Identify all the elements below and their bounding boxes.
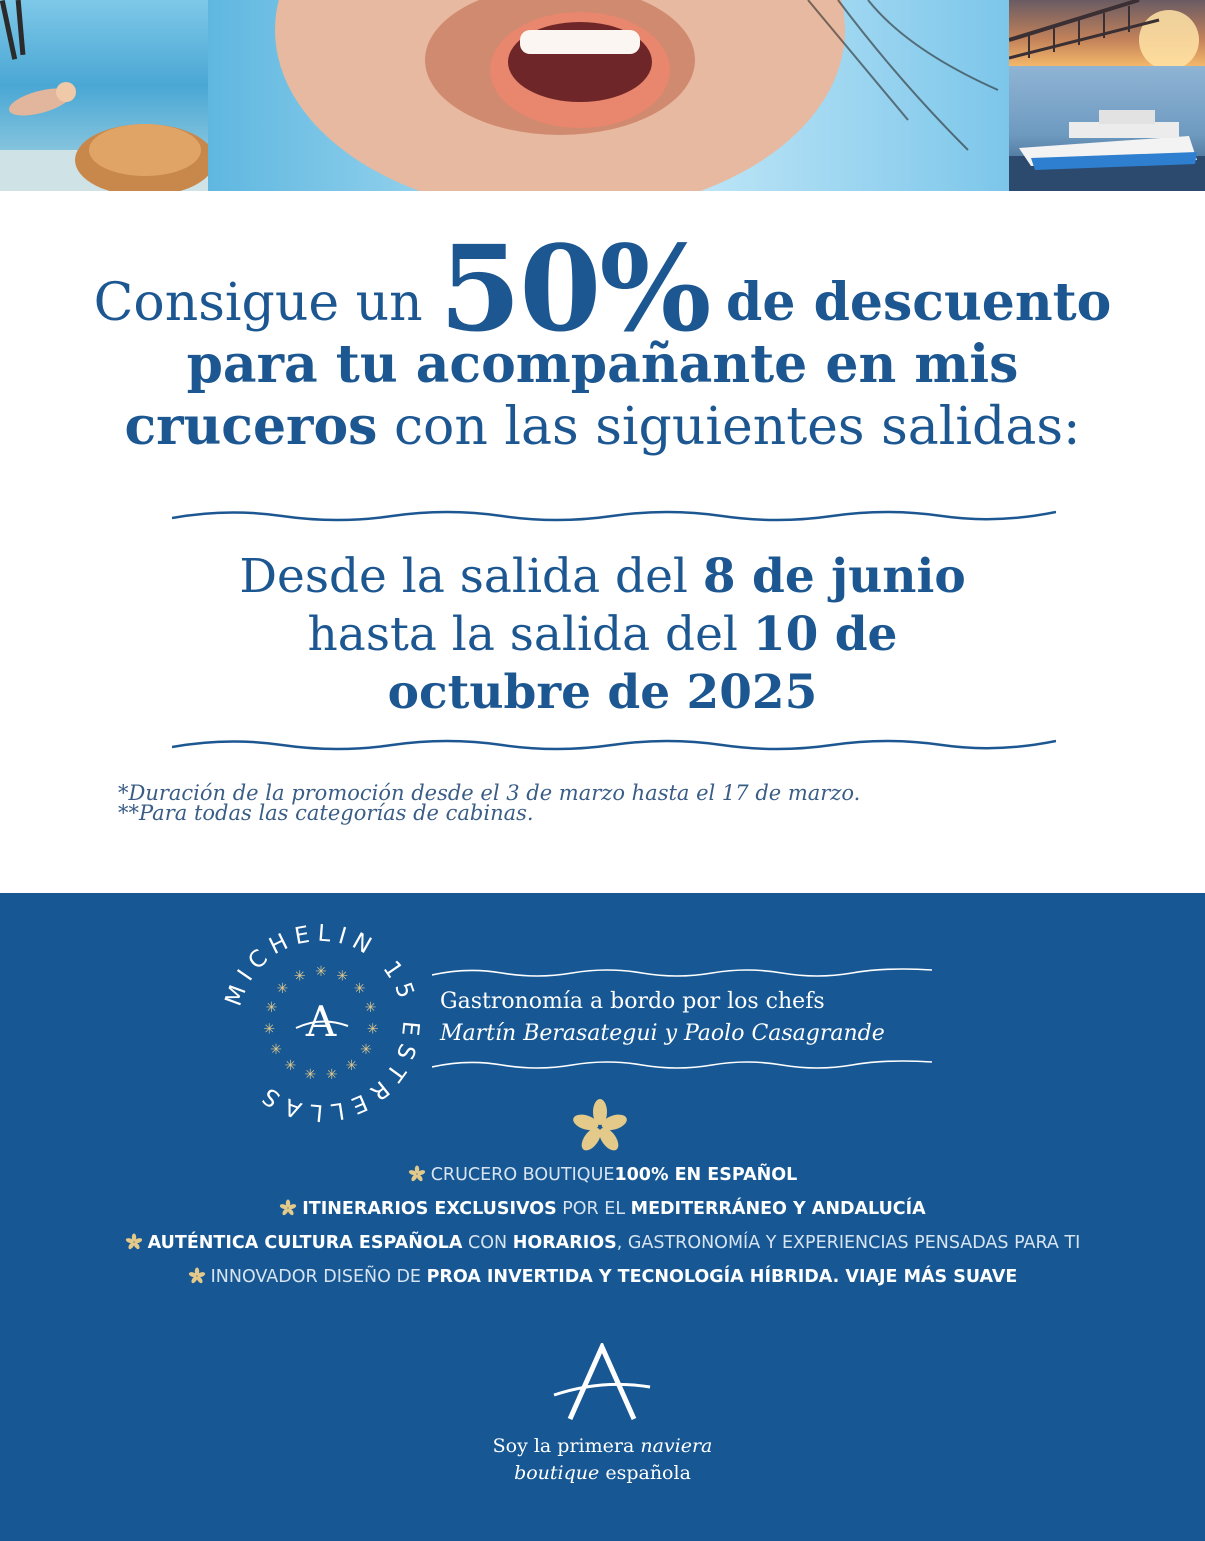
gastronomy-box [432, 965, 932, 1069]
headline-line-3-bold: cruceros [124, 396, 378, 457]
seal-star: ✳ [345, 1058, 358, 1075]
seal-star: ✳ [276, 981, 289, 998]
asterisk-bullet-icon [188, 1267, 206, 1285]
tagline-l1-b: naviera [640, 1435, 713, 1457]
headline-line-2: para tu acompañante en mis [186, 334, 1019, 395]
seal-star: ✳ [360, 1042, 372, 1058]
tagline-l1-a: Soy la primera [492, 1435, 635, 1457]
seal-star: ✳ [304, 1066, 317, 1083]
svg-text:MICHELIN 15 ESTRELLAS: MICHELIN 15 ESTRELLAS [220, 920, 424, 1126]
photo-diver-coral [0, 0, 208, 191]
seal-star: ✳ [325, 1066, 338, 1083]
feature-1-a: CRUCERO BOUTIQUE [430, 1165, 615, 1185]
dates-line-1 [100, 548, 1105, 606]
feature-item [60, 1158, 1145, 1192]
asterisk-flower-icon [567, 1098, 633, 1156]
seal-star: ✳ [263, 1021, 276, 1038]
seal-star: ✳ [315, 964, 327, 980]
wave-divider-top [172, 506, 1056, 524]
seal-star: ✳ [270, 1042, 282, 1058]
feature-1-b: 100% EN ESPAÑOL [614, 1165, 798, 1185]
tagline-l2-a: boutique [514, 1462, 600, 1484]
brand-a-logo [552, 1343, 652, 1425]
dates-line-1-light: Desde la salida del [239, 549, 688, 604]
photo-cruise-ship [1009, 66, 1205, 191]
feature-list [60, 1158, 1145, 1294]
headline-line-3 [40, 396, 1165, 458]
seal-star: ✳ [265, 999, 278, 1016]
seal-star: ✳ [364, 999, 377, 1016]
dates-line-1-bold: 8 de junio [702, 549, 966, 604]
gastronomy-line-1: Gastronomía a bordo por los chefs [440, 989, 825, 1014]
footnote-duration: *Duración de la promoción desde el 3 de marzo hasta el 17 de marzo. [118, 781, 861, 805]
feature-4-a: INNOVADOR DISEÑO DE [210, 1267, 427, 1287]
feature-item [60, 1260, 1145, 1294]
seal-star: ✳ [353, 981, 366, 998]
photo-smiling-mouth [208, 0, 1009, 191]
svg-text:A: A [305, 997, 337, 1046]
feature-item [60, 1192, 1145, 1226]
seal-star: ✳ [336, 968, 349, 985]
tagline-l2-b: española [605, 1462, 691, 1484]
promo-headline [40, 219, 1165, 458]
feature-2-b: POR EL [556, 1199, 631, 1219]
asterisk-bullet-icon [279, 1199, 297, 1217]
asterisk-bullet-icon [408, 1165, 426, 1183]
feature-2-c: MEDITERRÁNEO Y ANDALUCÍA [630, 1199, 926, 1219]
dates-line-3-bold: octubre de 2025 [387, 665, 818, 720]
michelin-seal [216, 918, 426, 1128]
brand-tagline [350, 1433, 855, 1487]
feature-3-d: , GASTRONOMÍA Y EXPERIENCIAS PENSADAS PARA TI [616, 1233, 1081, 1253]
discount-percent: 50% [439, 219, 710, 358]
asterisk-bullet-icon [125, 1233, 143, 1251]
gastronomy-chefs: Martín Berasategui y Paolo Casagrande [440, 1021, 885, 1046]
dates-line-2-light: hasta la salida del [307, 607, 738, 662]
tagline-line-2 [350, 1460, 855, 1487]
feature-3-b: CON [462, 1233, 513, 1253]
feature-2-a: ITINERARIOS EXCLUSIVOS [302, 1199, 557, 1219]
gastronomy-wave-top [432, 965, 932, 979]
hero-photo-strip [0, 0, 1205, 191]
wave-divider-bottom [172, 735, 1056, 753]
headline-part-2: de descuento [726, 272, 1112, 333]
promo-footnotes [118, 783, 1018, 823]
gastronomy-wave-bottom [432, 1057, 932, 1071]
dates-line-2 [100, 606, 1105, 664]
feature-3-c: HORARIOS [512, 1233, 617, 1253]
photo-sunset-deck [1009, 0, 1205, 66]
headline-part-1: Consigue un [93, 273, 423, 333]
seal-star: ✳ [366, 1021, 379, 1038]
seal-star: ✳ [293, 968, 306, 985]
departure-dates [100, 548, 1105, 722]
dates-line-2-bold: 10 de [752, 607, 898, 662]
feature-4-b: PROA INVERTIDA Y TECNOLOGÍA HÍBRIDA. VIAJE MÁS SUAVE [426, 1267, 1018, 1287]
dates-line-3 [100, 664, 1105, 722]
feature-3-a: AUTÉNTICA CULTURA ESPAÑOLA [147, 1233, 463, 1253]
footnote-cabins: **Para todas las categorías de cabinas. [118, 801, 534, 825]
tagline-line-1 [350, 1433, 855, 1460]
seal-star: ✳ [284, 1058, 297, 1075]
headline-line-3-rest: con las siguientes salidas: [393, 397, 1081, 457]
feature-item [60, 1226, 1145, 1260]
headline-line-1 [40, 219, 1165, 358]
